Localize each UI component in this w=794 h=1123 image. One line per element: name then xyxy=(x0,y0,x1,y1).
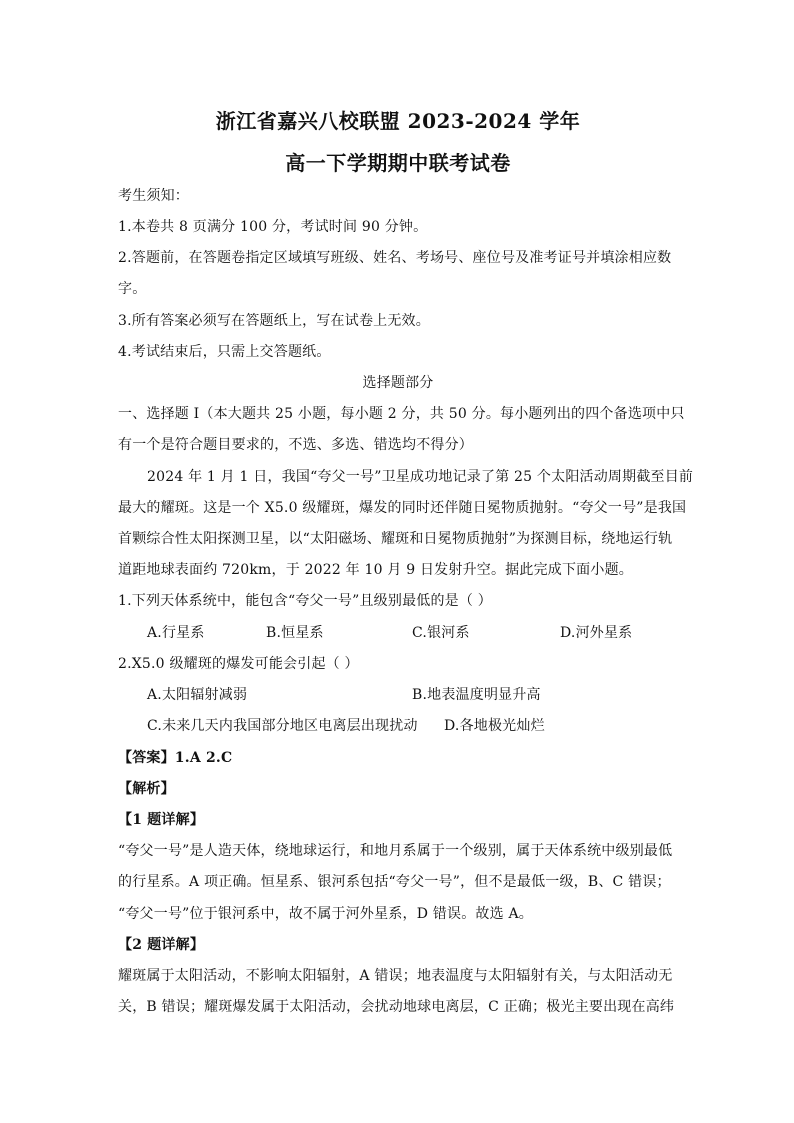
question-1-option-a: A.行星系 xyxy=(147,625,205,641)
passage-line: 2024 年 1 月 1 日，我国“夸父一号”卫星成功地记录了第 25 个太阳活动周期截至目前 xyxy=(147,469,694,485)
passage-line: 最大的耀斑。这是一个 X5.0 级耀斑，爆发的同时还伴随日冕物质抛射。“夸父一号”是我国 xyxy=(118,500,687,516)
notice-item: 3.所有答案必须写在答题纸上，写在试卷上无效。 xyxy=(118,313,430,329)
part1-heading: 有一个是符合题目要求的，不选、多选、错选均不得分） xyxy=(118,437,473,453)
detail-2-line: 关，B 错误；耀斑爆发属于太阳活动，会扰动地球电离层，C 正确；极光主要出现在高纬 xyxy=(118,999,675,1015)
question-2-option-b: B.地表温度明显升高 xyxy=(412,687,541,703)
notice-item: 1.本卷共 8 页满分 100 分，考试时间 90 分钟。 xyxy=(118,219,428,235)
notice-item: 2.答题前，在答题卷指定区域填写班级、姓名、考场号、座位号及准考证号并填涂相应数 xyxy=(118,250,672,266)
exam-title-line1: 浙江省嘉兴八校联盟 2023-2024 学年 xyxy=(215,109,581,133)
section-title: 选择题部分 xyxy=(362,375,434,391)
detail-1-heading: 【1 题详解】 xyxy=(118,812,205,828)
detail-1-line: “夸父一号”是人造天体，绕地球运行，和地月系属于一个级别，属于天体系统中级别最低 xyxy=(118,843,673,859)
answer-line: 【答案】1.A 2.C xyxy=(118,750,233,766)
notice-item: 4.考试结束后，只需上交答题纸。 xyxy=(118,344,331,360)
question-2-option-a: A.太阳辐射减弱 xyxy=(147,687,248,703)
notice-heading: 考生须知： xyxy=(118,188,189,204)
detail-2-line: 耀斑属于太阳活动，不影响太阳辐射，A 错误；地表温度与太阳辐射有关，与太阳活动无 xyxy=(118,968,673,984)
question-1-option-d: D.河外星系 xyxy=(560,625,633,641)
exam-title-line2: 高一下学期期中联考试卷 xyxy=(285,151,511,175)
passage-line: 首颗综合性太阳探测卫星，以“太阳磁场、耀斑和日冕物质抛射”为探测目标，绕地运行轨 xyxy=(118,531,673,547)
detail-1-line: 的行星系。A 项正确。恒星系、银河系包括“夸父一号”，但不是最低一级，B、C 错误； xyxy=(118,874,671,890)
detail-2-heading: 【2 题详解】 xyxy=(118,937,205,953)
passage-line: 道距地球表面约 720km，于 2022 年 10 月 9 日发射升空。据此完成下面小题。 xyxy=(118,562,633,578)
detail-1-line: “夸父一号”位于银河系中，故不属于河外星系，D 错误。故选 A。 xyxy=(118,906,533,922)
question-1-option-b: B.恒星系 xyxy=(266,625,324,641)
analysis-heading: 【解析】 xyxy=(118,781,175,797)
question-1-option-c: C.银河系 xyxy=(412,625,470,641)
question-2-option-d: D.各地极光灿烂 xyxy=(444,718,545,734)
notice-item: 字。 xyxy=(118,281,147,297)
question-1-stem: 1.下列天体系统中，能包含“夸父一号”且级别最低的是（ ） xyxy=(118,593,492,609)
question-2-stem: 2.X5.0 级耀斑的爆发可能会引起（ ） xyxy=(118,656,359,672)
part1-heading: 一、选择题 I（本大题共 25 小题，每小题 2 分，共 50 分。每小题列出的四个备选项中只 xyxy=(118,406,685,422)
question-2-option-c: C.未来几天内我国部分地区电离层出现扰动 xyxy=(147,718,418,734)
